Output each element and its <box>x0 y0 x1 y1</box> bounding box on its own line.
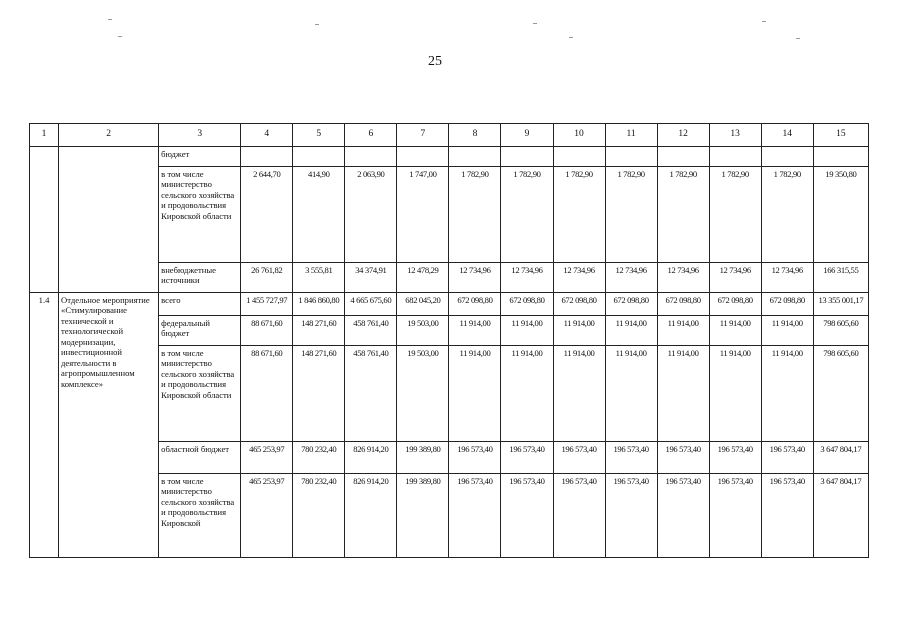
value-cell: 19 350,80 <box>813 167 868 263</box>
value-cell: 12 478,29 <box>397 263 449 293</box>
value-cell: 11 914,00 <box>449 316 501 346</box>
value-cell: 798 605,60 <box>813 346 868 442</box>
column-header-1: 1 <box>30 124 59 147</box>
value-cell: 458 761,40 <box>345 316 397 346</box>
row-index: 1.4 <box>30 293 59 558</box>
value-cell: 196 573,40 <box>761 474 813 558</box>
value-cell: 196 573,40 <box>553 474 605 558</box>
value-cell <box>709 147 761 167</box>
value-cell: 1 782,90 <box>501 167 553 263</box>
value-cell: 11 914,00 <box>553 316 605 346</box>
column-header-10: 10 <box>553 124 605 147</box>
value-cell: 199 389,80 <box>397 442 449 474</box>
value-cell: 196 573,40 <box>501 474 553 558</box>
column-header-7: 7 <box>397 124 449 147</box>
value-cell <box>293 147 345 167</box>
scan-speck <box>533 23 537 24</box>
value-cell: 11 914,00 <box>761 316 813 346</box>
value-cell: 12 734,96 <box>657 263 709 293</box>
column-header-5: 5 <box>293 124 345 147</box>
column-header-11: 11 <box>605 124 657 147</box>
value-cell: 3 555,81 <box>293 263 345 293</box>
value-cell: 13 355 001,17 <box>813 293 868 316</box>
value-cell <box>605 147 657 167</box>
value-cell: 12 734,96 <box>501 263 553 293</box>
value-cell: 672 098,80 <box>605 293 657 316</box>
page-number: 25 <box>428 54 442 69</box>
value-cell: 26 761,82 <box>241 263 293 293</box>
value-cell <box>345 147 397 167</box>
row-index <box>30 147 59 293</box>
value-cell: 11 914,00 <box>501 316 553 346</box>
value-cell: 12 734,96 <box>761 263 813 293</box>
scan-speck <box>762 21 766 22</box>
value-cell: 196 573,40 <box>709 474 761 558</box>
value-cell <box>501 147 553 167</box>
column-header-8: 8 <box>449 124 501 147</box>
value-cell: 2 063,90 <box>345 167 397 263</box>
value-cell <box>397 147 449 167</box>
value-cell: 672 098,80 <box>761 293 813 316</box>
column-header-3: 3 <box>159 124 241 147</box>
funding-source: в том числе министерство сельского хозяйства и продовольствия Кировской <box>159 474 241 558</box>
value-cell: 672 098,80 <box>501 293 553 316</box>
value-cell <box>449 147 501 167</box>
value-cell: 199 389,80 <box>397 474 449 558</box>
value-cell: 672 098,80 <box>657 293 709 316</box>
value-cell: 11 914,00 <box>657 316 709 346</box>
value-cell: 11 914,00 <box>501 346 553 442</box>
value-cell: 12 734,96 <box>605 263 657 293</box>
value-cell: 672 098,80 <box>709 293 761 316</box>
value-cell: 88 671,60 <box>241 346 293 442</box>
value-cell <box>761 147 813 167</box>
value-cell: 1 455 727,97 <box>241 293 293 316</box>
value-cell: 1 782,90 <box>709 167 761 263</box>
table-row <box>30 147 869 167</box>
value-cell: 196 573,40 <box>553 442 605 474</box>
value-cell: 3 647 804,17 <box>813 442 868 474</box>
column-header-2: 2 <box>59 124 159 147</box>
value-cell: 672 098,80 <box>449 293 501 316</box>
funding-source: бюджет <box>159 147 241 167</box>
value-cell: 148 271,60 <box>293 316 345 346</box>
value-cell: 11 914,00 <box>605 346 657 442</box>
value-cell: 465 253,97 <box>241 474 293 558</box>
value-cell <box>553 147 605 167</box>
value-cell: 11 914,00 <box>709 346 761 442</box>
funding-source: в том числе министерство сельского хозяйства и продовольствия Кировской области <box>159 346 241 442</box>
value-cell: 196 573,40 <box>657 474 709 558</box>
value-cell: 1 782,90 <box>449 167 501 263</box>
scan-speck <box>108 19 112 20</box>
scan-speck <box>315 24 319 25</box>
column-header-12: 12 <box>657 124 709 147</box>
value-cell: 88 671,60 <box>241 316 293 346</box>
scan-speck <box>796 38 800 39</box>
value-cell: 196 573,40 <box>709 442 761 474</box>
value-cell: 11 914,00 <box>553 346 605 442</box>
value-cell <box>657 147 709 167</box>
value-cell: 3 647 804,17 <box>813 474 868 558</box>
value-cell: 1 782,90 <box>761 167 813 263</box>
value-cell: 2 644,70 <box>241 167 293 263</box>
value-cell: 672 098,80 <box>553 293 605 316</box>
value-cell <box>813 147 868 167</box>
value-cell: 11 914,00 <box>709 316 761 346</box>
funding-source: всего <box>159 293 241 316</box>
value-cell: 12 734,96 <box>709 263 761 293</box>
column-header-9: 9 <box>501 124 553 147</box>
activity-name: Отдельное мероприятие «Стимулирование технической и технологической модернизации, инвестиционной деятельности в агропромышленном комплексе» <box>59 293 159 558</box>
value-cell: 19 503,00 <box>397 316 449 346</box>
funding-source: федеральный бюджет <box>159 316 241 346</box>
value-cell: 1 782,90 <box>553 167 605 263</box>
value-cell: 414,90 <box>293 167 345 263</box>
scan-speck <box>118 36 122 37</box>
value-cell: 682 045,20 <box>397 293 449 316</box>
value-cell: 1 782,90 <box>605 167 657 263</box>
value-cell: 196 573,40 <box>761 442 813 474</box>
value-cell: 1 846 860,80 <box>293 293 345 316</box>
funding-source: областной бюджет <box>159 442 241 474</box>
value-cell: 11 914,00 <box>605 316 657 346</box>
column-header-15: 15 <box>813 124 868 147</box>
column-header-13: 13 <box>709 124 761 147</box>
value-cell: 196 573,40 <box>501 442 553 474</box>
value-cell: 19 503,00 <box>397 346 449 442</box>
value-cell: 780 232,40 <box>293 474 345 558</box>
value-cell: 1 747,00 <box>397 167 449 263</box>
value-cell: 11 914,00 <box>449 346 501 442</box>
funding-source: в том числе министерство сельского хозяйства и продовольствия Кировской области <box>159 167 241 263</box>
value-cell: 12 734,96 <box>553 263 605 293</box>
scan-speck <box>569 37 573 38</box>
value-cell: 166 315,55 <box>813 263 868 293</box>
table-row <box>30 293 869 316</box>
value-cell: 11 914,00 <box>657 346 709 442</box>
value-cell: 458 761,40 <box>345 346 397 442</box>
value-cell: 780 232,40 <box>293 442 345 474</box>
value-cell: 196 573,40 <box>449 442 501 474</box>
funding-source: внебюджетные источники <box>159 263 241 293</box>
value-cell: 11 914,00 <box>761 346 813 442</box>
column-header-6: 6 <box>345 124 397 147</box>
value-cell: 196 573,40 <box>605 474 657 558</box>
column-header-14: 14 <box>761 124 813 147</box>
value-cell: 1 782,90 <box>657 167 709 263</box>
activity-name <box>59 147 159 293</box>
value-cell: 798 605,60 <box>813 316 868 346</box>
funding-table <box>29 123 869 558</box>
value-cell: 465 253,97 <box>241 442 293 474</box>
value-cell: 34 374,91 <box>345 263 397 293</box>
value-cell: 12 734,96 <box>449 263 501 293</box>
header-row <box>30 124 869 147</box>
value-cell: 826 914,20 <box>345 474 397 558</box>
value-cell: 4 665 675,60 <box>345 293 397 316</box>
value-cell <box>241 147 293 167</box>
value-cell: 196 573,40 <box>449 474 501 558</box>
value-cell: 196 573,40 <box>605 442 657 474</box>
value-cell: 148 271,60 <box>293 346 345 442</box>
value-cell: 826 914,20 <box>345 442 397 474</box>
value-cell: 196 573,40 <box>657 442 709 474</box>
column-header-4: 4 <box>241 124 293 147</box>
